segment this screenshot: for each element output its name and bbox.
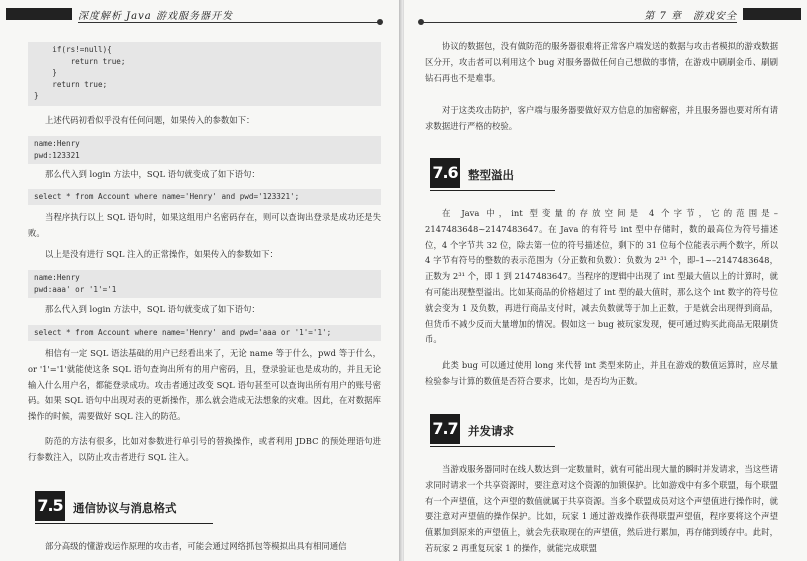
paragraph: 当程序执行以上 SQL 语句时，如果这组用户名密码存在，则可以查询出登录是成功还是失败。 [28,212,381,238]
section-number: 7.6 [430,158,460,188]
code-block: name:Henry pwd:123321 [28,136,381,164]
paragraph: 对于这类攻击防护，客户端与服务器要做好双方信息的加密解密，并且服务器也要对所有请求数据进行严格的校验。 [425,105,778,131]
header-dot [377,19,383,25]
code-block: if(rs!=null){ return true; } return true; } [28,42,381,106]
section-heading [430,414,555,450]
running-head: 深度解析 Java 游戏服务器开发 [78,11,233,22]
running-head-bar [6,8,72,20]
header-rule [422,22,737,23]
left-page [0,0,401,561]
section-number: 7.5 [35,491,65,521]
running-head-bar [743,8,801,20]
paragraph: 协议的数据包，没有做防范的服务器很难将正常客户端发送的数据与攻击者模拟的游戏数据区分开，攻击者可以利用这个 bug 对服务器做任何自己想做的事情，在游戏中刷刷金币、刷刷钻石再也不是难事。 [425,41,778,83]
paragraph: 部分高级的懂游戏运作原理的攻击者，可能会通过网络抓包等模拟出具有相同通信 [45,541,347,551]
section-underline [35,523,213,524]
section-title: 通信协议与消息格式 [73,501,177,515]
paragraph: 相信有一定 SQL 语法基础的用户已经看出来了，无论 name 等于什么，pwd 等于什么，or '1'='1'就能使这条 SQL 语句查询出所有的用户密码，且，登录验证也是成功的，并且无论输入什么用户名，都能登录成功。攻击者通过改变 SQL 语句甚至可以查询出所有用户的账号密码。如果 SQL 语句中出现对表的更新操作，那么就会造成无法想象的灾难。因此，在对数据库操作的时候，需要做好 SQL 注入的防范。 [28,348,381,422]
section-title: 并发请求 [468,424,514,438]
section-number: 7.7 [430,414,460,444]
paragraph: 那么代入到 login 方法中，SQL 语句就变成了如下语句： [45,304,260,314]
paragraph: 以上是没有进行 SQL 注入的正常操作，如果传入的参数如下： [45,249,278,259]
paragraph: 那么代入到 login 方法中，SQL 语句就变成了如下语句： [45,169,260,179]
paragraph: 当游戏服务器同时在线人数达到一定数量时，就有可能出现大量的瞬时并发请求，当这些请求同时请求一个共享资源时，要注意对这个资源的加锁保护。比如游戏中有多个联盟，每个联盟有一个声望值，这个声望的数值就属于共享资源。当多个联盟成员对这个声望值进行操作时，就要注意对声望值的操作保护。比如，玩家 1 通过游戏操作获得联盟声望值，程序要将这个声望值累加到原来的声望值上，就会先获取现在的声望值，然后进行累加，再存储到缓存中。此时，若玩家 2 再重复玩家 1 的操作，就能完成联盟 [425,464,778,553]
paragraph: 在 Java 中，int 型变量的存放空间是 4 个字节，它的范围是–2147483648~2147483647。在 Java 的有符号 int 型中存储时，数的最高位为符号描述位，4 个字节共 32 位，除去第一位的符号描述位，剩下的 31 位每个位能表示两个数字，所以 4 字节有符号的整数的表示范围为（分正数和负数）：负数为 2³¹ 个，即–1~–2147483648，正数为 2³¹ 个，即 1 到 2147483647。当程序的逻辑中出现了 int 型最大值以上的计算时，就有可能出现整型溢出。比如某商品的价格超过了 int 型的最大值时，那么这个 int 数字的符号位就会变为 1 及负数，再进行商品支付时，减去负数就等于加上正数，于是就会出现得到商品，但货币不减少反而大量增加的情况。假如这一 bug 被玩家发现，便可通过购买此商品无限刷货币。 [425,208,778,345]
code-block: select * from Account where name='Henry' and pwd='123321'; [28,189,381,205]
section-heading [430,158,555,194]
section-heading [35,491,213,527]
section-underline [430,446,555,447]
code-block: select * from Account where name='Henry' and pwd='aaa or '1'='1'; [28,325,381,341]
paragraph: 防范的方法有很多，比如对参数进行单引号的替换操作，或者利用 JDBC 的预处理语句进行参数注入，以防止攻击者进行 SQL 注入。 [28,436,381,462]
section-title: 整型溢出 [468,168,514,182]
section-underline [430,190,555,191]
header-rule [78,22,379,23]
running-head: 第 7 章 游戏安全 [644,11,737,22]
header-dot [418,19,424,25]
paragraph: 上述代码初看似乎没有任何问题，如果传入的参数如下： [45,115,255,125]
code-block: name:Henry pwd:aaa' or '1'='1 [28,270,381,298]
paragraph: 此类 bug 可以通过使用 long 来代替 int 类型来防止，并且在游戏的数值运算时，应尽量检验参与计算的数值是否符合要求，比如，是否均为正数。 [425,360,778,386]
